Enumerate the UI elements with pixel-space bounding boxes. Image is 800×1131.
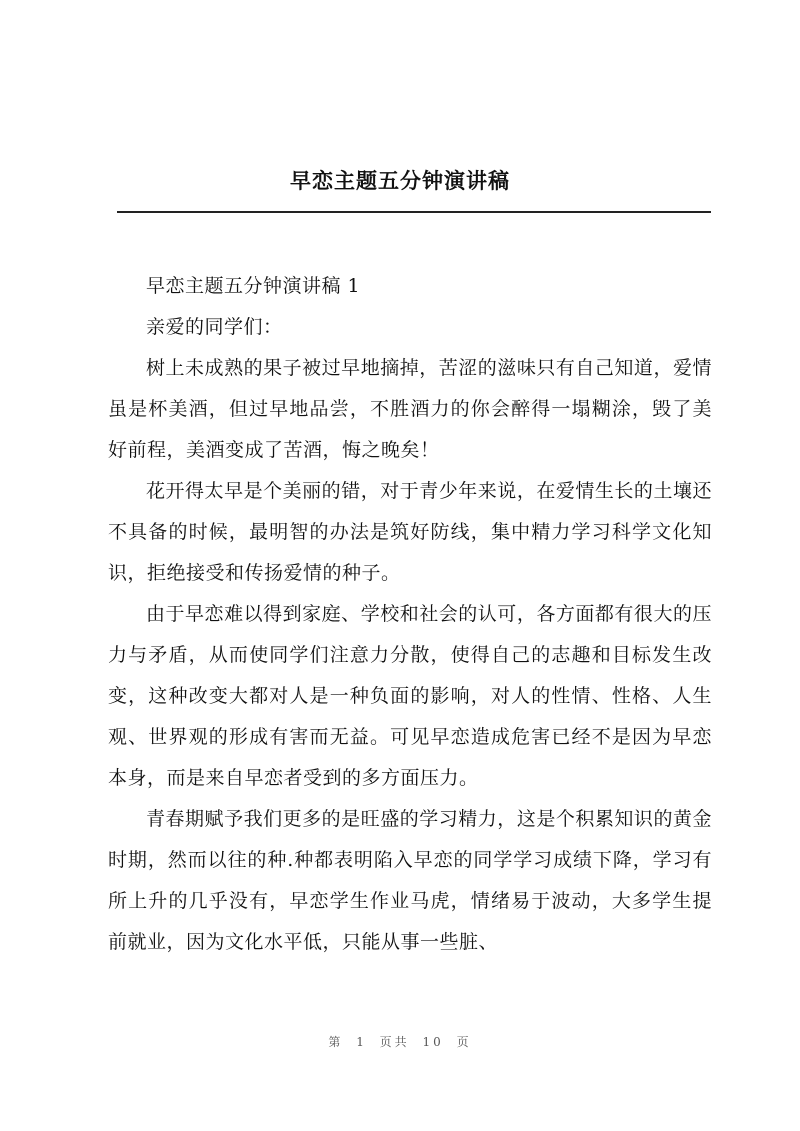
- document-body: [108, 266, 712, 963]
- document-title: 早恋主题五分钟演讲稿: [290, 169, 510, 193]
- body-paragraph: 树上未成熟的果子被过早地摘掉，苦涩的滋味只有自己知道，爱情虽是杯美酒，但过早地品尝，不胜酒力的你会醉得一塌糊涂，毁了美好前程，美酒变成了苦酒，悔之晚矣！: [108, 357, 712, 461]
- body-paragraph: 青春期赋予我们更多的是旺盛的学习精力，这是个积累知识的黄金时期，然而以往的种.种都表明陷入早恋的同学学习成绩下降，学习有所上升的几乎没有，早恋学生作业马虎，情绪易于波动，大多学生提前就业，因为文化水平低，只能从事一些脏、: [108, 808, 712, 953]
- section-heading: 早恋主题五分钟演讲稿 1: [146, 275, 361, 297]
- page-number: 第 1 页共 10 页: [328, 1035, 472, 1049]
- salutation: 亲爱的同学们：: [146, 316, 283, 338]
- body-paragraph: 花开得太早是个美丽的错，对于青少年来说，在爱情生长的土壤还不具备的时候，最明智的办法是筑好防线，集中精力学习科学文化知识，拒绝接受和传扬爱情的种子。: [108, 480, 712, 584]
- body-paragraph: 由于早恋难以得到家庭、学校和社会的认可，各方面都有很大的压力与矛盾，从而使同学们注意力分散，使得自己的志趣和目标发生改变，这种改变大都对人是一种负面的影响，对人的性情、性格、人生观、世界观的形成有害而无益。可见早恋造成危害已经不是因为早恋本身，而是来自早恋者受到的多方面压力。: [108, 603, 712, 789]
- title-divider: [117, 211, 711, 213]
